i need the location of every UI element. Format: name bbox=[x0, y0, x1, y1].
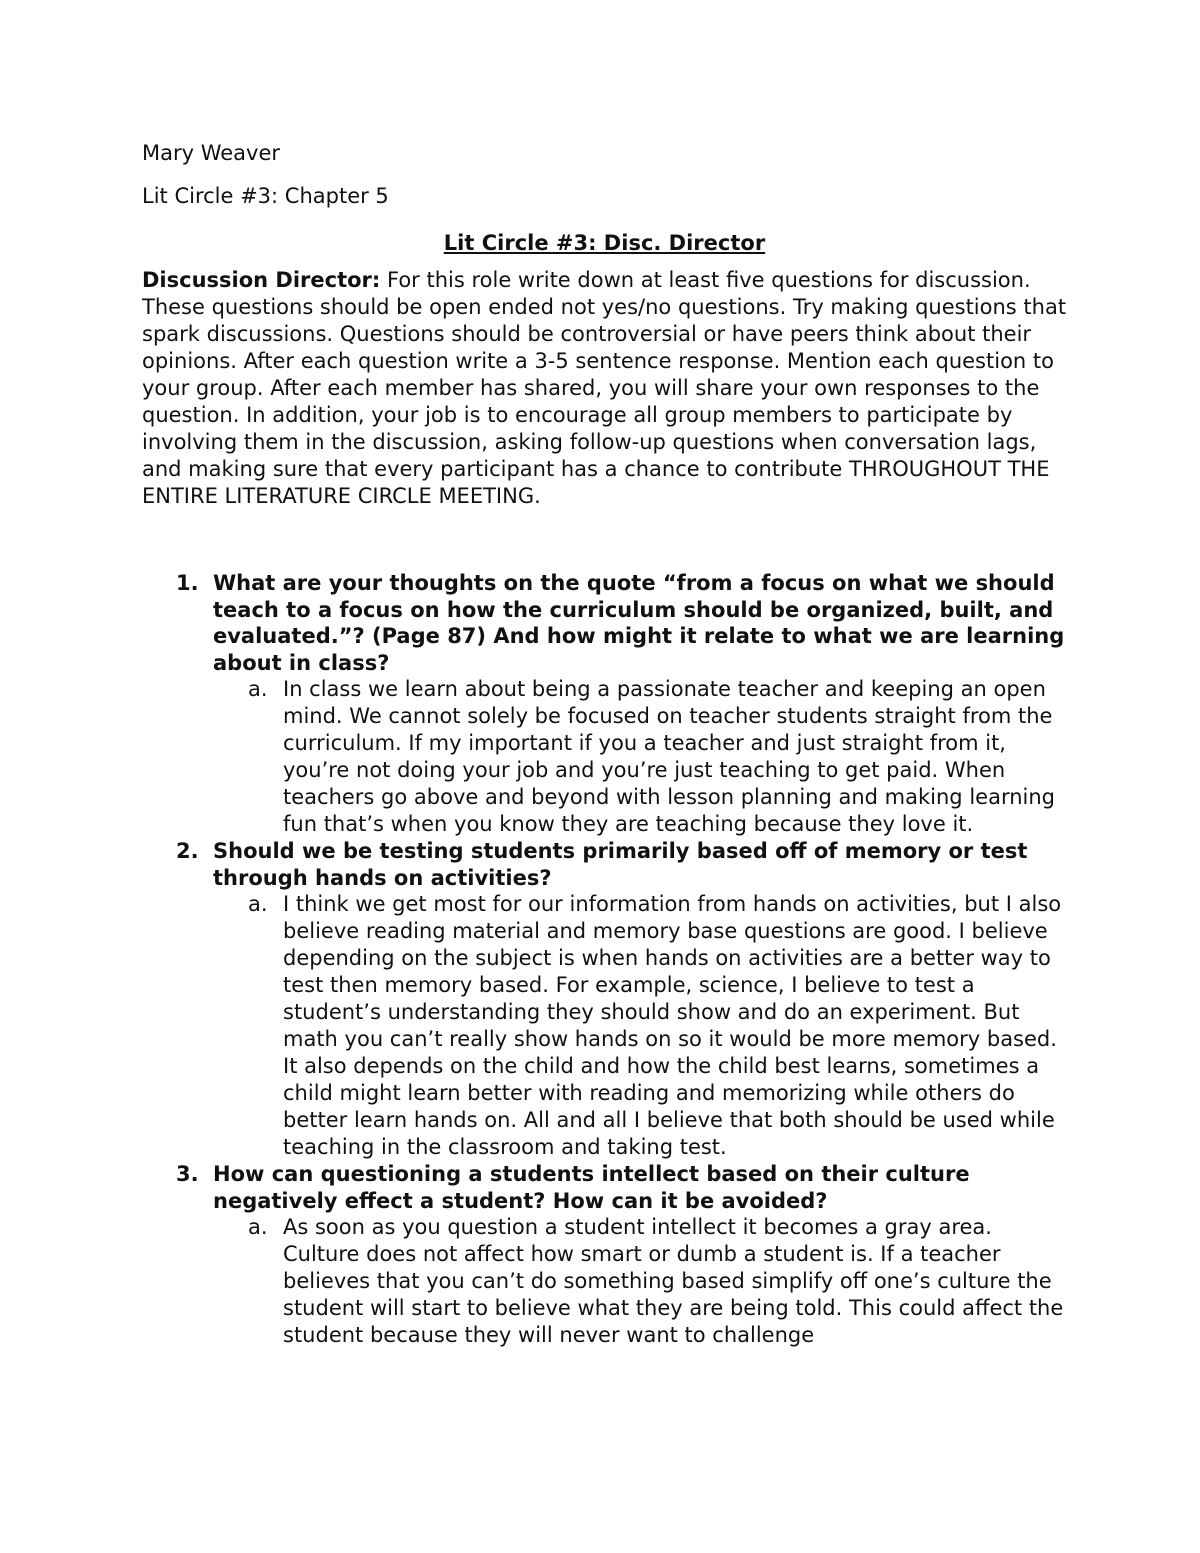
answer-text: As soon as you question a student intellect it becomes a gray area. Culture does not affect how smart or dumb a student is. If a teacher believes that you can’t do something based simplify off one’s culture the student will start to believe what they are being told. This could affect the student because they will never want to challenge bbox=[283, 1215, 1064, 1347]
question-text: How can questioning a students intellect based on their culture negatively effect a student? How can it be avoided? bbox=[213, 1162, 970, 1213]
question-list bbox=[142, 570, 1067, 1349]
role-label: Discussion Director: bbox=[142, 268, 381, 292]
answer-item bbox=[213, 891, 1067, 1161]
question-text: Should we be testing students primarily based off of memory or test through hands on activities? bbox=[213, 839, 1028, 890]
answer-letter: a. bbox=[248, 677, 268, 701]
role-instructions: For this role write down at least five questions for discussion. These questions should be open ended not yes/no questions. Try making questions that spark discussions. Questions should be controversial or have peers think about their opinions. After each question write a 3-5 sentence response. Mention each question to your group. After each member has shared, you will share your own responses to the question. In addition, your job is to encourage all group members to participate by involving them in the discussion, asking follow-up questions when conversation lags, and making sure that every participant has a chance to contribute THROUGHOUT THE ENTIRE LITERATURE CIRCLE MEETING. bbox=[142, 268, 1067, 508]
document-subtitle: Lit Circle #3: Chapter 5 bbox=[142, 184, 389, 208]
question-number: 1. bbox=[176, 571, 199, 595]
question-number: 3. bbox=[176, 1162, 199, 1186]
question-number: 2. bbox=[176, 839, 199, 863]
document-title: Lit Circle #3: Disc. Director bbox=[443, 231, 766, 255]
question-item bbox=[142, 1161, 1067, 1349]
answer-item bbox=[213, 676, 1067, 838]
answer-item bbox=[213, 1214, 1067, 1349]
question-item bbox=[142, 838, 1067, 1161]
role-description bbox=[142, 267, 1067, 510]
question-text: What are your thoughts on the quote “from a focus on what we should teach to a focus on how the curriculum should be organized, built, and evaluated.”? (Page 87) And how might it relate to what we are learning about in class? bbox=[213, 571, 1065, 675]
author-name: Mary Weaver bbox=[142, 141, 281, 165]
document-body bbox=[142, 140, 1067, 1370]
question-item bbox=[142, 570, 1067, 838]
answer-text: In class we learn about being a passionate teacher and keeping an open mind. We cannot solely be focused on teacher students straight from the curriculum. If my important if you a teacher and just straight from it, you’re not doing your job and you’re just teaching to get paid. When teachers go above and beyond with lesson planning and making learning fun that’s when you know they are teaching because they love it. bbox=[283, 677, 1055, 836]
answer-letter: a. bbox=[248, 1215, 268, 1239]
answer-letter: a. bbox=[248, 892, 268, 916]
answer-text: I think we get most for our information from hands on activities, but I also believe reading material and memory base questions are good. I believe depending on the subject is when hands on activities are a better way to test then memory based. For example, science, I believe to test a student’s understanding they should show and do an experiment. But math you can’t really show hands on so it would be more memory based. It also depends on the child and how the child best learns, sometimes a child might learn better with reading and memorizing while others do better learn hands on. All and all I believe that both should be used while teaching in the classroom and taking test. bbox=[283, 892, 1062, 1159]
